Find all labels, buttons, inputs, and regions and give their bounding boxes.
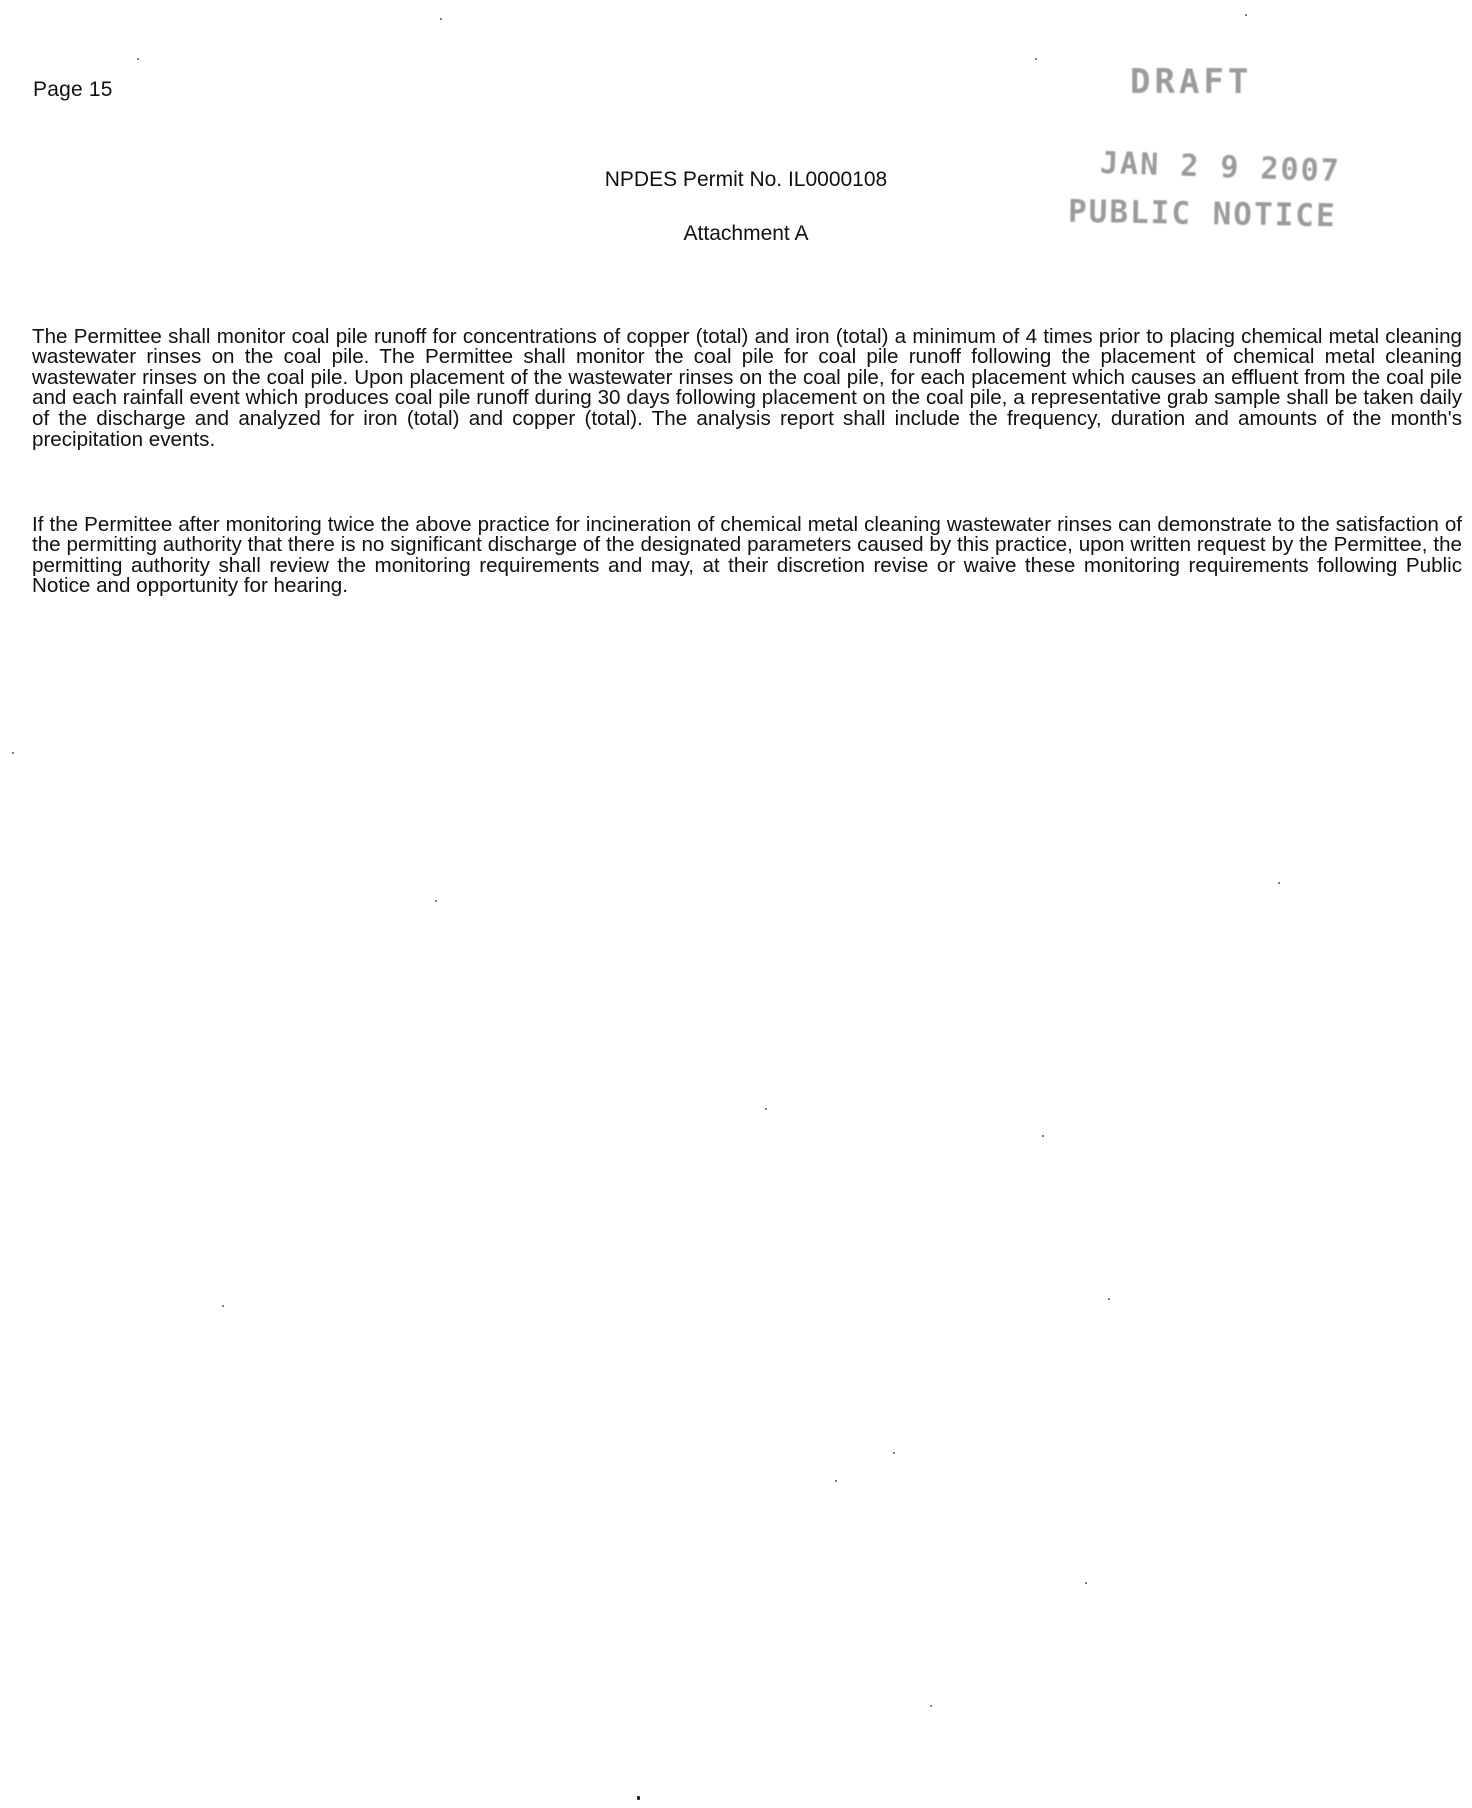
stamp-date-text: JAN 2 9 2007: [1099, 145, 1342, 190]
scan-speck: [12, 752, 14, 754]
scan-speck: [637, 1796, 640, 1800]
scan-speck: [137, 58, 139, 60]
scan-speck: [440, 18, 442, 20]
scan-speck: [222, 1305, 224, 1307]
scan-speck: [1278, 882, 1280, 884]
attachment-heading: Attachment A: [683, 222, 809, 245]
scan-speck: [1085, 1582, 1087, 1584]
stamp-notice-text: PUBLIC NOTICE: [1067, 193, 1337, 235]
scan-speck: [435, 900, 437, 902]
scan-speck: [1035, 58, 1037, 60]
scan-speck: [893, 1452, 895, 1454]
body-paragraph-monitoring: The Permittee shall monitor coal pile runoff for concentrations of copper (total) and iron (total) a minimum of 4 times prior to placing chemical metal cleaning wastewater rinses on the coal pile. The Permittee shall monitor the coal pile for coal pile runoff following the placement of chemical metal cleaning wastewater rinses on the coal pile. Upon placement of the wastewater rinses on the coal pile, for each placement which causes an effluent from the coal pile and each rainfall event which produces coal pile runoff during 30 days following placement on the coal pile, a representative grab sample shall be taken daily of the discharge and analyzed for iron (total) and copper (total). The analysis report shall include the frequency, duration and amounts of the month's precipitation events.: [32, 324, 1462, 451]
scan-speck: [765, 1108, 767, 1110]
stamp-draft-text: DRAFT: [1130, 62, 1253, 102]
scan-speck: [1108, 1298, 1110, 1300]
page-number: Page 15: [33, 78, 113, 101]
scan-speck: [835, 1480, 837, 1482]
scan-speck: [1042, 1135, 1044, 1137]
scan-speck: [1245, 14, 1247, 16]
scan-speck: [930, 1705, 932, 1707]
permit-number-heading: NPDES Permit No. IL0000108: [604, 168, 888, 191]
body-paragraph-waiver: If the Permittee after monitoring twice the above practice for incineration of chemical metal cleaning wastewater rinses can demonstrate to the satisfaction of the permitting authority that there is no significant discharge of the designated parameters caused by this practice, upon written request by the Permittee, the permitting authority shall review the monitoring requirements and may, at their discretion revise or waive these monitoring requirements following Public Notice and opportunity for hearing.: [32, 512, 1462, 598]
